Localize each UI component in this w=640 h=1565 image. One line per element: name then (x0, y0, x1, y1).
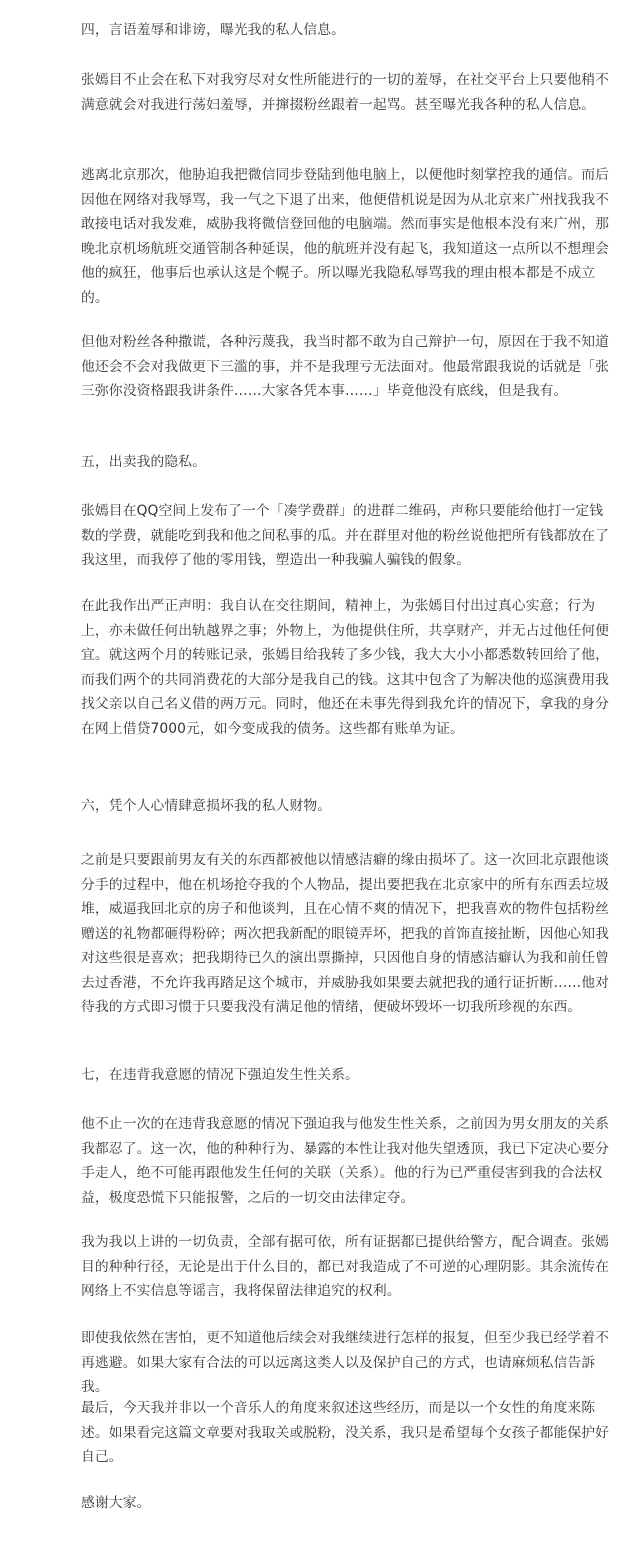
closing-line: 感谢大家。 (81, 1495, 151, 1511)
article-paragraph: 逃离北京那次，他胁迫我把微信同步登陆到他电脑上，以便他时刻掌控我的通信。而后因他在网络对我辱骂，我一气之下退了出来，他便借机说是因为从北京来广州找我我不敢接电话对我发难，威胁我将微信登回他的电脑端。然而事实是他根本没有来广州，那晚北京机场航班交通管制各种延误，他的航班并没有起飞，我知道这一点所以不想理会他的疯狂，他事后也承认这是个幌子。所以曝光我隐私辱骂我的理由根本都是不成立的。 (81, 167, 610, 306)
article-paragraph: 张嫣目在QQ空间上发布了一个「凑学费群」的进群二维码，声称只要能给他打一定钱数的学费，就能吃到我和他之间私事的瓜。并在群里对他的粉丝说他把所有钱都放在了我这里，而我停了他的零用钱，塑造出一种我骗人骗钱的假象。 (81, 503, 610, 568)
article-paragraph: 最后，今天我并非以一个音乐人的角度来叙述这些经历，而是以一个女性的角度来陈述。如果看完这篇文章要对我取关或脱粉，没关系，我只是希望每个女孩子都能保护好自己。 (81, 1400, 610, 1465)
article-paragraph: 张嫣目不止会在私下对我穷尽对女性所能进行的一切的羞辱，在社交平台上只要他稍不满意就会对我进行荡妇羞辱，并撺掇粉丝跟着一起骂。甚至曝光我各种的私人信息。 (81, 72, 610, 113)
section-heading-6: 六，凭个人心情肆意损坏我的私人财物。 (81, 798, 332, 814)
article-paragraph: 即使我依然在害怕，更不知道他后续会对我继续进行怎样的报复，但至少我已经学着不再逃避。如果大家有合法的可以远离这类人以及保护自己的方式，也请麻烦私信告訴我。 (81, 1330, 610, 1395)
article-paragraph: 在此我作出严正声明：我自认在交往期间，精神上，为张嫣目付出过真心实意；行为上，亦未做任何出轨越界之事；外物上，为他提供住所，共享财产，并无占过他任何便宜。就这两个月的转账记录，张嫣目给我转了多少钱，我大大小小都悉数转回给了他，而我们两个的共同消费花的大部分是我自己的钱。这其中包含了为解决他的巡演费用我找父亲以自己名义借的两万元。同时，他还在未事先得到我允许的情况下，拿我的身分在网上借贷7000元，如今变成我的债务。这些都有账单为证。 (81, 598, 610, 737)
section-heading-5: 五，出卖我的隐私。 (81, 454, 207, 470)
article-paragraph: 但他对粉丝各种撒谎，各种污蔑我，我当时都不敢为自己辩护一句，原因在于我不知道他还会不会对我做更下三滥的事，并不是我理亏无法面对。他最常跟我说的话就是「张三弥你没资格跟我讲条件……大家各凭本事……」毕竟他没有底线，但是我有。 (81, 334, 610, 399)
section-heading-4: 四，言语羞辱和诽谤，曝光我的私人信息。 (81, 22, 346, 38)
article-paragraph: 我为我以上讲的一切负责，全部有据可依，所有证据都已提供给警方，配合调查。张嫣目的种种行径，无论是出于什么目的，都已对我造成了不可逆的心理阴影。其余流传在网络上不实信息等谣言，我将保留法律追究的权利。 (81, 1234, 610, 1299)
article-paragraph: 之前是只要跟前男友有关的东西都被他以情感洁癖的缘由损坏了。这一次回北京跟他谈分手的过程中，他在机场抢夺我的个人物品，提出要把我在北京家中的所有东西丢垃圾堆，威逼我回北京的房子和他谈判，且在心情不爽的情况下，把我喜欢的物件包括粉丝赠送的礼物都砸得粉碎；两次把我新配的眼镜弄坏，把我的首饰直接扯断，因他心知我对这些很是喜欢；把我期待已久的演出票撕掉，只因他自身的情感洁癖认为我和前任曾去过香港，不允许我再踏足这个城市，并威胁我如果要去就把我的通行证折断……他对待我的方式即习惯于只要我没有满足他的情绪，便破坏毁坏一切我所珍视的东西。 (81, 852, 610, 1015)
section-heading-7: 七，在违背我意愿的情况下强迫发生性关系。 (81, 1067, 359, 1083)
article-paragraph: 他不止一次的在违背我意愿的情况下强迫我与他发生性关系，之前因为男女朋友的关系我都忍了。这一次，他的种种行为、暴露的本性让我对他失望透顶，我已下定决心要分手走人，绝不可能再跟他发生任何的关联（关系）。他的行为已严重侵害到我的合法权益，极度恐慌下只能报警，之后的一切交由法律定夺。 (81, 1116, 610, 1206)
